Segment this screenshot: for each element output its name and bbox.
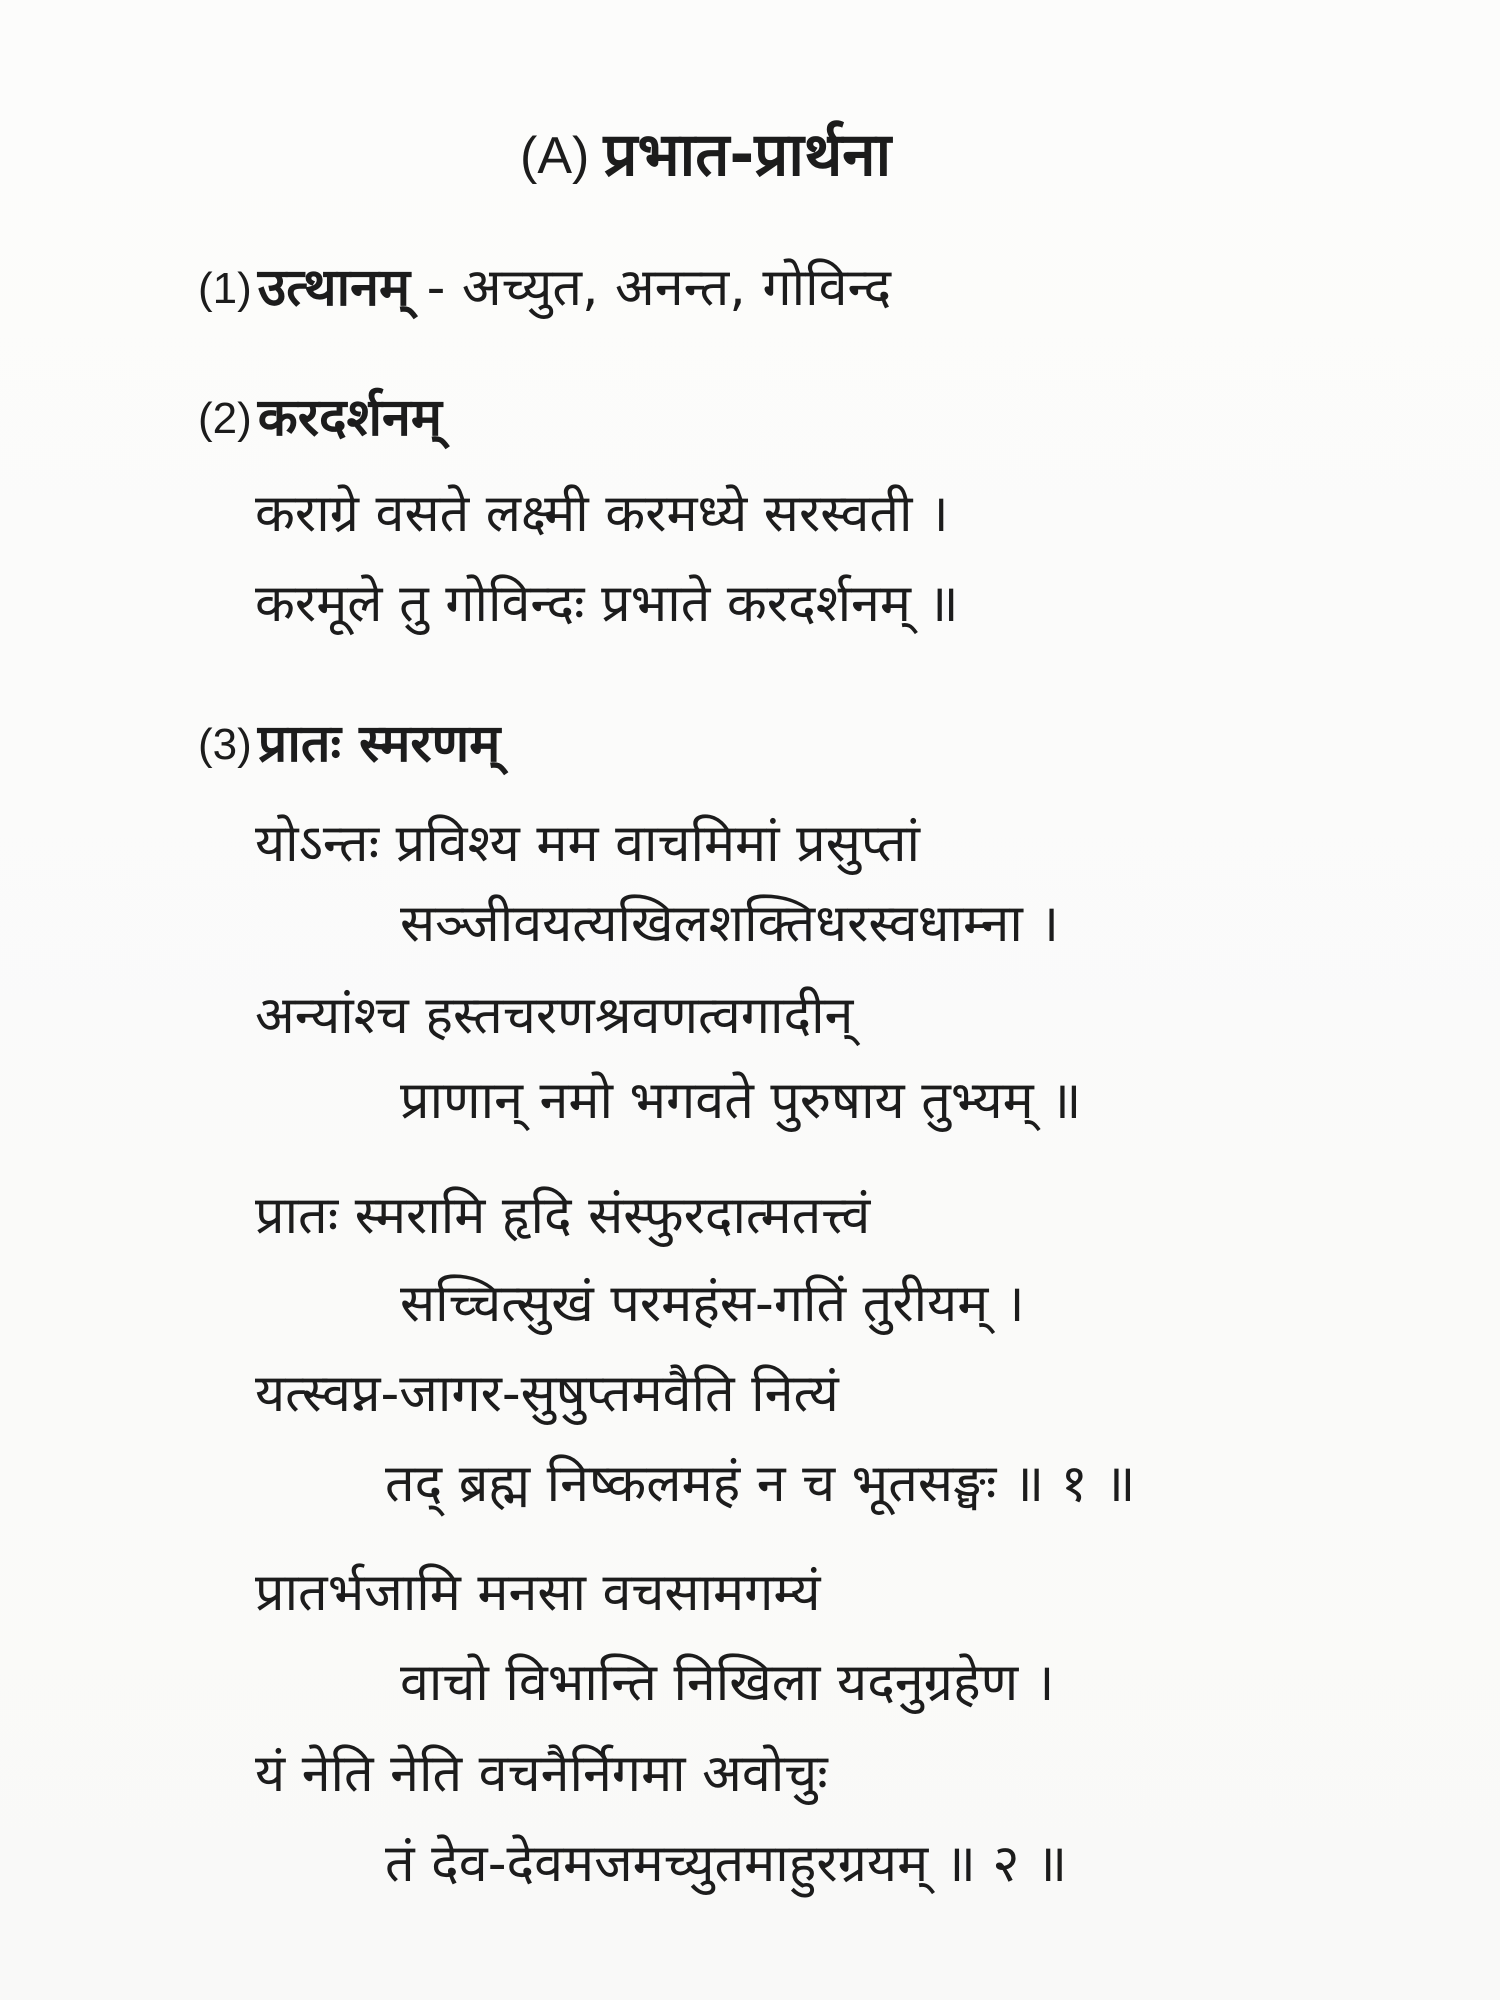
verse-line: यं नेति नेति वचनैर्निगमा अवोचुः	[255, 1744, 828, 1804]
section-1-rest: - अच्युत, अनन्त, गोविन्द	[410, 258, 892, 318]
verse-line: सञ्जीवयत्यखिलशक्तिधरस्वधाम्ना ।	[400, 894, 1060, 954]
section-3-number: (3)	[198, 720, 252, 769]
section-1-number: (1)	[198, 264, 252, 313]
verse-line: प्रातः स्मरामि हृदि संस्फुरदात्मतत्त्वं	[255, 1186, 871, 1246]
verse-line: अन्यांश्च हस्तचरणश्रवणत्वगादीन्	[255, 986, 854, 1046]
page-title	[520, 120, 892, 190]
section-2-number: (2)	[198, 394, 252, 443]
verse-line: तं देव-देवमजमच्युतमाहुरग्रयम् ॥ २ ॥	[385, 1834, 1068, 1894]
title-prefix: (A)	[520, 127, 590, 185]
section-1-heading: उत्थानम्	[257, 258, 411, 318]
title-text: प्रभात-प्रार्थना	[603, 120, 892, 190]
verse-line: वाचो विभान्ति निखिला यदनुग्रहेण ।	[400, 1653, 1055, 1713]
verse-line: योऽन्तः प्रविश्य मम वाचमिमां प्रसुप्तां	[255, 814, 921, 874]
section-1-line	[198, 258, 892, 318]
verse-line: प्रातर्भजामि मनसा वचसामगम्यं	[255, 1563, 821, 1623]
verse-line: सच्चित्सुखं परमहंस-गतिं तुरीयम् ।	[400, 1274, 1025, 1334]
verse-line: कराग्रे वसते लक्ष्मी करमध्ये सरस्वती ।	[255, 484, 949, 544]
section-2-line	[198, 388, 442, 448]
section-3-line	[198, 714, 501, 774]
section-2-heading: करदर्शनम्	[257, 388, 442, 448]
verse-line: प्राणान् नमो भगवते पुरुषाय तुभ्यम् ॥	[400, 1071, 1082, 1131]
verse-line: करमूले तु गोविन्दः प्रभाते करदर्शनम् ॥	[255, 574, 959, 634]
verse-line: तद् ब्रह्म निष्कलमहं न च भूतसङ्घः ॥ १ ॥	[385, 1454, 1136, 1514]
verse-line: यत्स्वप्न-जागर-सुषुप्तमवैति नित्यं	[255, 1364, 839, 1424]
section-3-heading: प्रातः स्मरणम्	[257, 714, 501, 774]
